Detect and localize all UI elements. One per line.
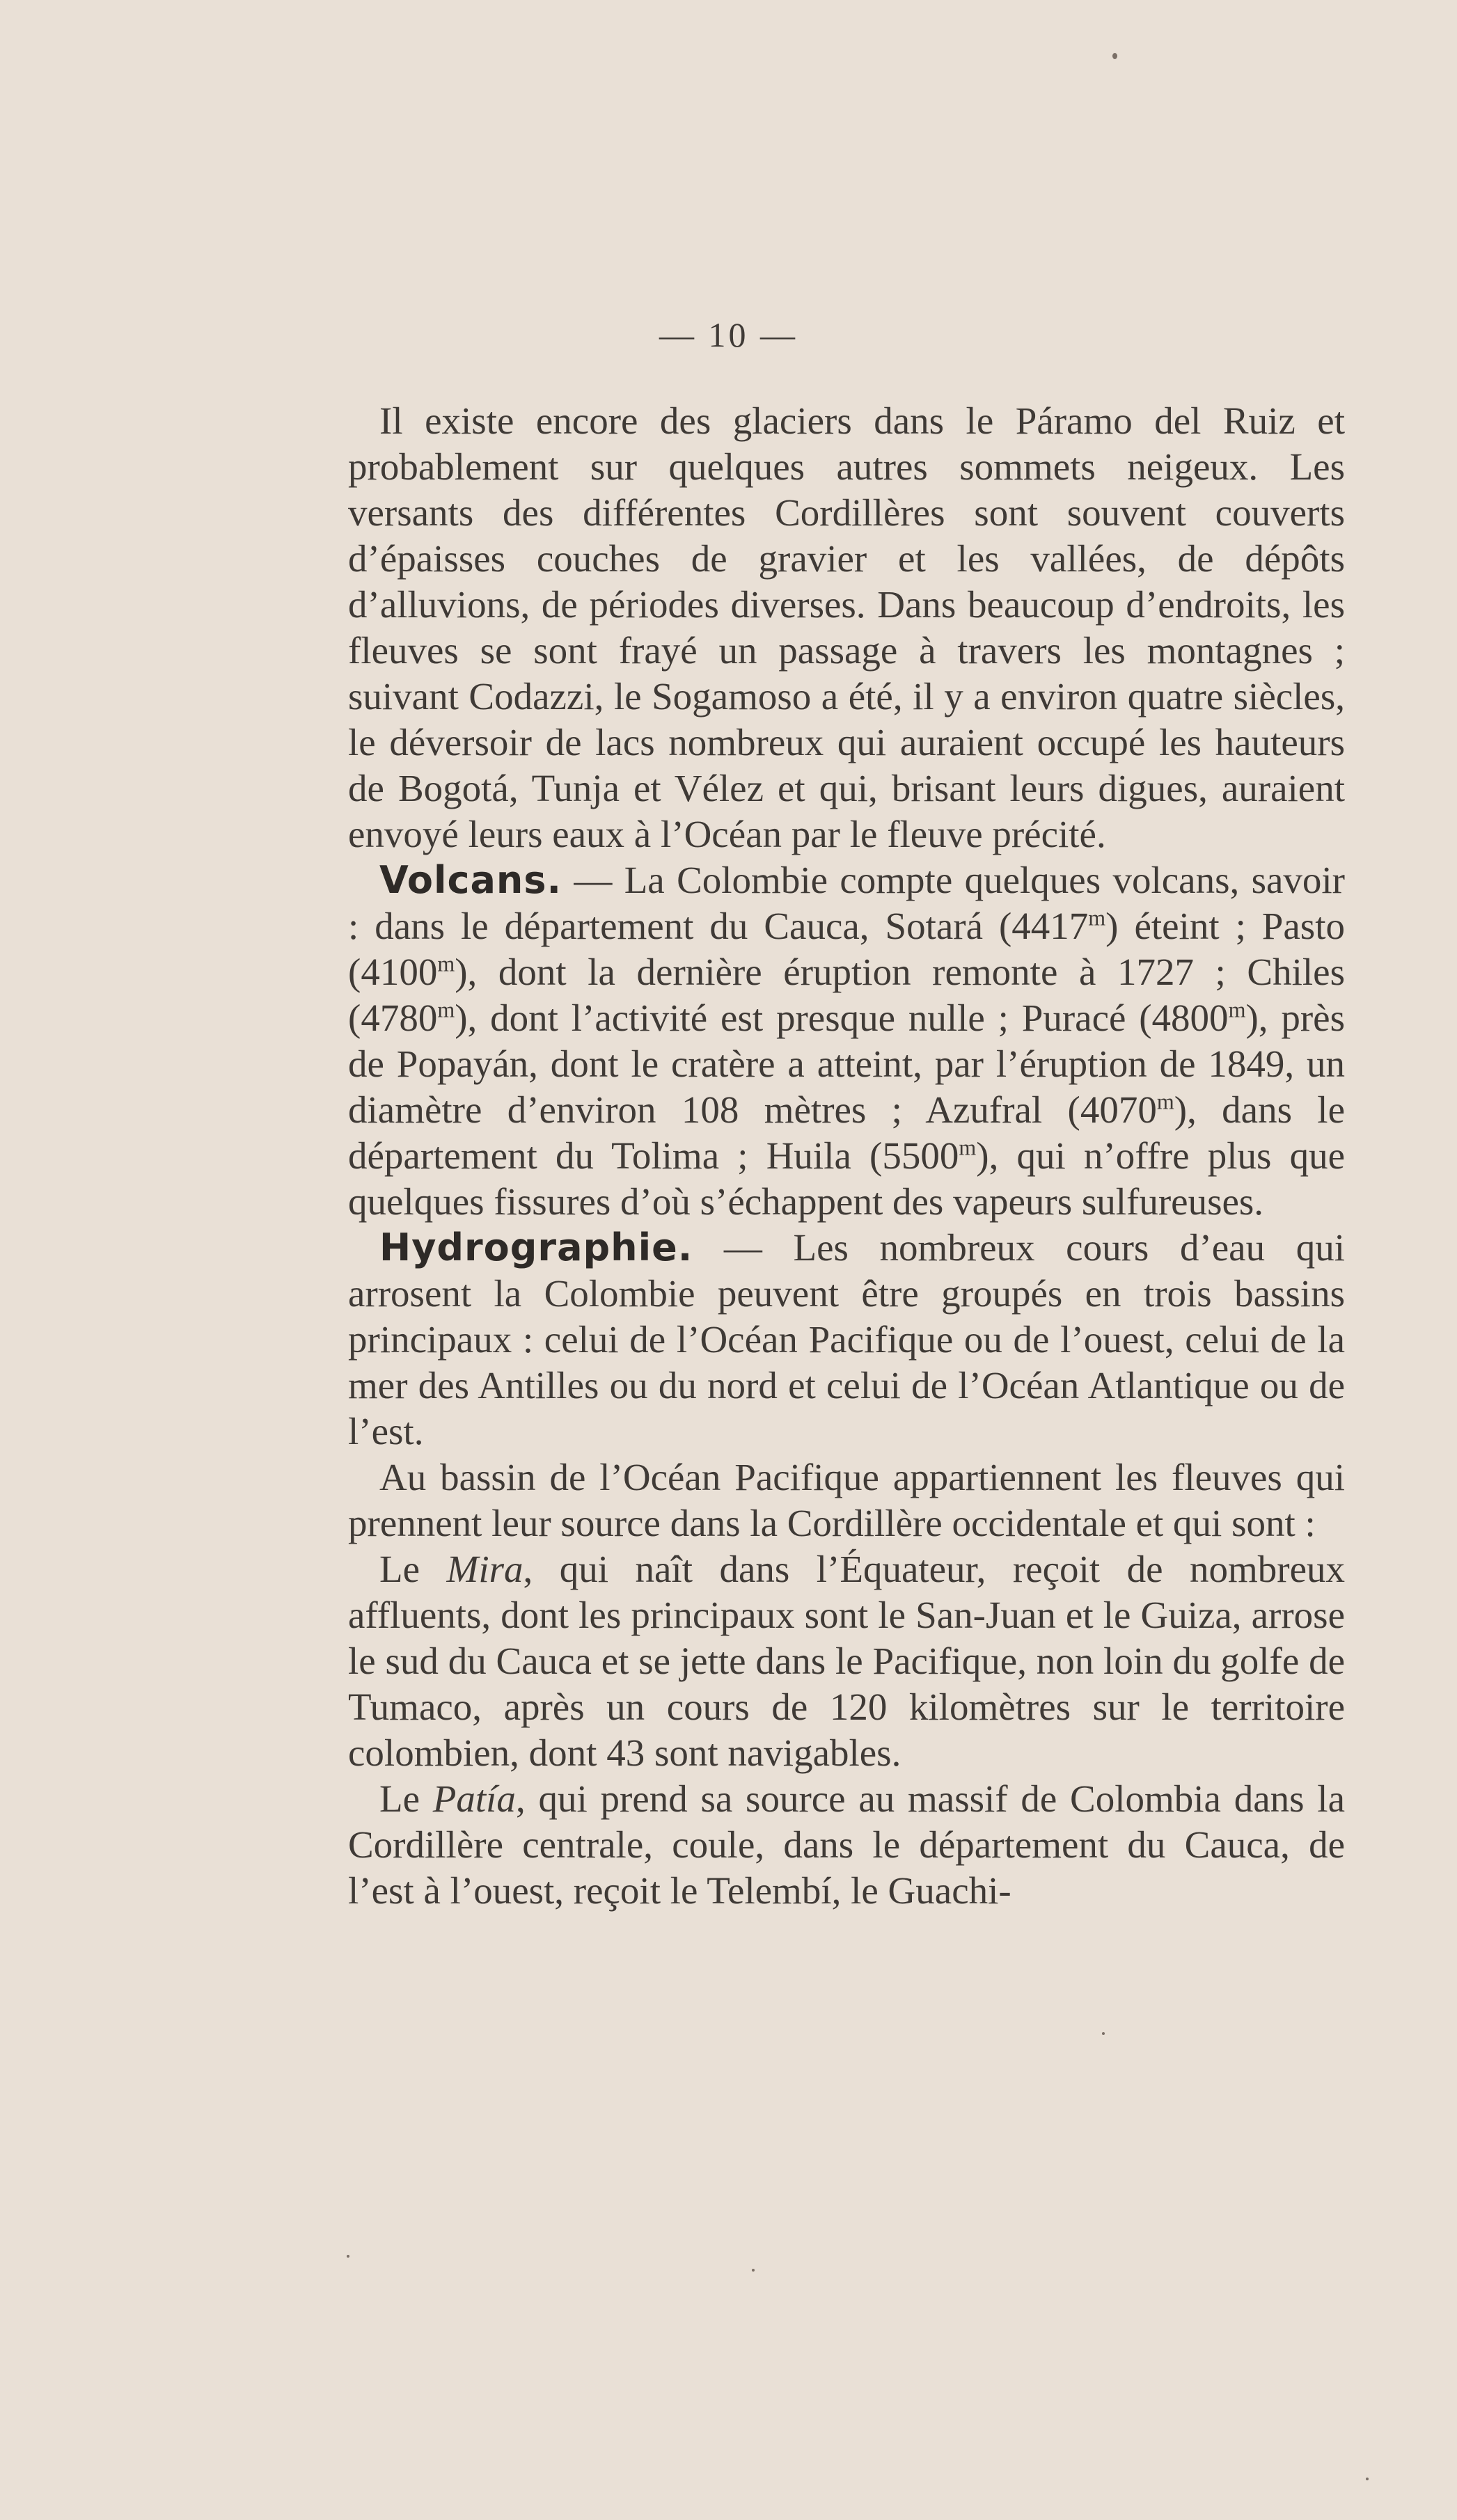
section-heading-hydrographie: Hydrographie. bbox=[379, 1226, 693, 1269]
paragraph-hydrographie: Hydrographie. — Les nombreux cours d’eau qui arrosent la Colombie peuvent être groupés en trois bassins principaux : celui de l’Océan Pacifique ou de l’ouest, celui de la mer des Antilles ou du nord et celui de l’Océan Atlantique ou de l’est. bbox=[348, 1226, 1345, 1452]
paper-speck bbox=[1112, 53, 1117, 59]
paragraph-volcans: Volcans. — La Colombie compte quelques volcans, savoir : dans le département du Cauca, Sotará (4417$^m$) éteint ; Pasto (4100$^m$), dont la dernière éruption remonte à 1727 ; Chiles (4780$^m$), dont l’activité est presque nulle ; Puracé (4800$^m$), près de Popayán, dont le cratère a atteint, par l’éruption de 1849, un diamètre d’environ 108 mètres ; Azufral (4070$^m$), dans le département du Tolima ; Huila (5500$^m$), qui n’offre plus que quelques fissures d’où s’échappent des vapeurs sulfureuses. bbox=[348, 858, 1345, 1223]
paragraph-glaciers: Il existe encore des glaciers dans le Páramo del Ruiz et probablement sur quelques autres sommets neigeux. Les versants des différentes Cordillères sont souvent couverts d’épaisses couches de gravier et les vallées, de dépôts d’alluvions, de périodes diverses. Dans beaucoup d’endroits, les fleuves se sont frayé un passage à travers les montagnes ; suivant Codazzi, le Sogamoso a été, il y a environ quatre siècles, le déversoir de lacs nombreux qui auraient occupé les hauteurs de Bogotá, Tunja et Vélez et qui, brisant leurs digues, auraient envoyé leurs eaux à l’Océan par le fleuve précité. bbox=[348, 399, 1345, 855]
paragraph-patia: Le Patía, qui prend sa source au massif de Colombia dans la Cordillère centrale, coule, dans le département du Cauca, de l’est à l’ouest, reçoit le Telembí, le Guachi- bbox=[348, 1777, 1345, 1912]
paragraph-mira: Le Mira, qui naît dans l’Équateur, reçoit de nombreux affluents, dont les principaux sont le San-Juan et le Guiza, arrose le sud du Cauca et se jette dans le Pacifique, non loin du golfe de Tumaco, après un cours de 120 kilomètres sur le territoire colombien, dont 43 sont navigables. bbox=[348, 1548, 1345, 1774]
river-name-mira: Mira bbox=[446, 1548, 523, 1590]
paper-speck bbox=[1102, 2032, 1105, 2035]
paper-speck bbox=[1366, 2478, 1369, 2480]
paper-speck bbox=[347, 2255, 349, 2258]
paper-speck bbox=[752, 2269, 755, 2272]
river-name-patia: Patía bbox=[432, 1777, 516, 1820]
paragraph-bassin-pacifique: Au bassin de l’Océan Pacifique appartiennent les fleuves qui prennent leur source dans la Cordillère occidentale et qui sont : bbox=[348, 1456, 1345, 1544]
body-text bbox=[348, 398, 1345, 1914]
section-heading-volcans: Volcans. bbox=[379, 858, 562, 902]
page-number: — 10 — bbox=[659, 315, 798, 354]
